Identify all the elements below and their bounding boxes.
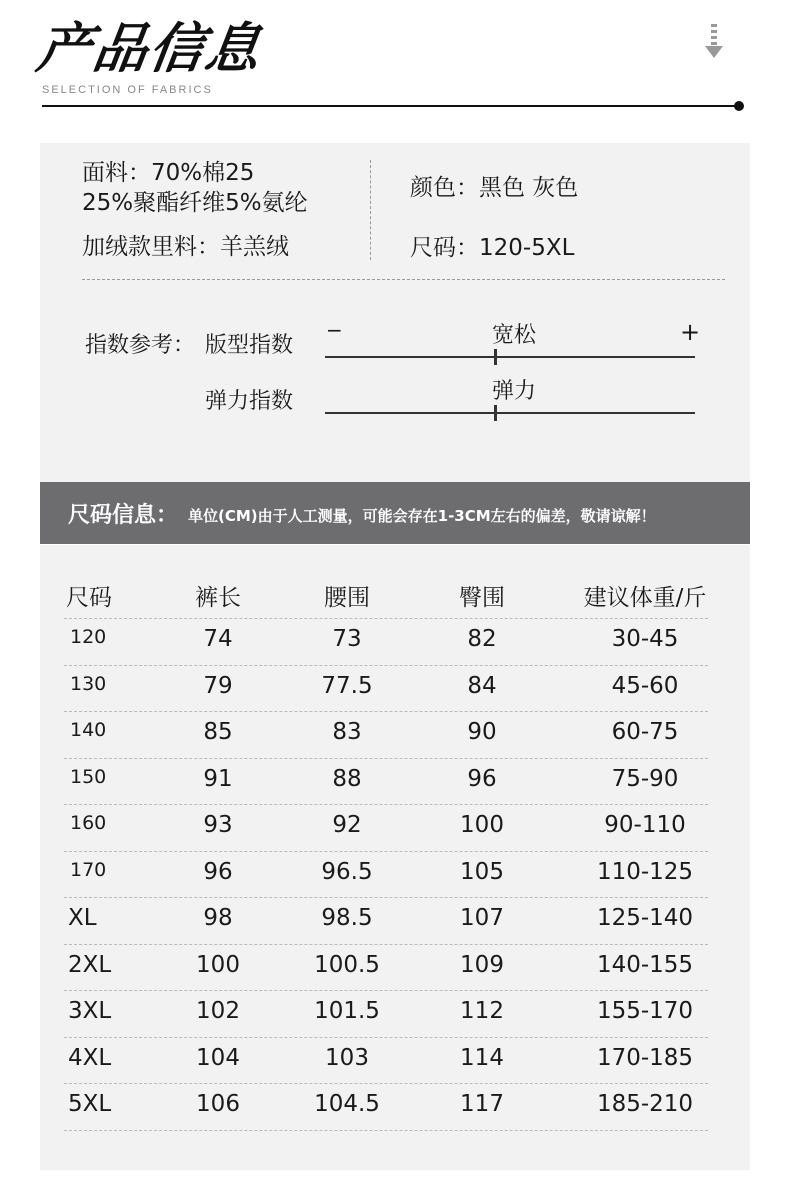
table-row-divider: [64, 1130, 708, 1131]
table-cell-hip: 96: [467, 765, 497, 792]
table-cell-pants-length: 106: [196, 1091, 240, 1117]
table-header-waist: 腰围: [324, 585, 370, 611]
table-row-divider: [64, 990, 708, 991]
table-cell-waist: 92: [332, 812, 362, 838]
scale-minus: −: [326, 318, 343, 342]
fit-scale-marker: [494, 349, 497, 365]
table-row-divider: [64, 665, 708, 666]
table-row-divider: [64, 897, 708, 898]
page-title: 产品信息: [33, 17, 266, 80]
page-subtitle: SELECTION OF FABRICS: [42, 84, 213, 96]
table-row-divider: [64, 944, 708, 945]
table-cell-size: 160: [70, 812, 107, 834]
table-header-pants-length: 裤长: [195, 585, 241, 611]
table-cell-pants-length: 100: [196, 951, 240, 978]
header-divider-dot: [734, 101, 744, 111]
stretch-index-label: 弹力指数: [205, 389, 294, 414]
table-cell-pants-length: 85: [203, 719, 233, 745]
table-cell-size: 130: [70, 672, 107, 695]
table-cell-waist: 88: [332, 765, 362, 792]
table-cell-weight: 75-90: [611, 765, 679, 792]
table-row-divider: [64, 1083, 708, 1084]
fit-scale-label: 宽松: [492, 323, 537, 348]
table-cell-waist: 104.5: [314, 1091, 380, 1117]
table-cell-weight: 30-45: [611, 626, 679, 652]
table-cell-hip: 100: [460, 812, 504, 838]
table-row-divider: [64, 711, 708, 712]
size-info-title: 尺码信息：: [68, 503, 179, 528]
table-cell-size: 5XL: [68, 1091, 112, 1117]
table-cell-size: 3XL: [68, 998, 112, 1024]
table-cell-weight: 155-170: [596, 998, 694, 1024]
table-cell-weight: 125-140: [596, 905, 694, 931]
table-cell-hip: 82: [467, 626, 497, 652]
table-cell-hip: 109: [460, 951, 504, 978]
fit-index-label: 版型指数: [205, 333, 294, 358]
table-row-divider: [64, 758, 708, 759]
table-cell-pants-length: 74: [203, 626, 233, 652]
table-cell-pants-length: 96: [203, 858, 233, 885]
table-cell-hip: 84: [467, 672, 497, 699]
table-cell-hip: 114: [460, 1044, 504, 1071]
table-cell-weight: 60-75: [611, 719, 679, 745]
fit-scale-track: [325, 356, 695, 358]
fabric-horizontal-divider: [82, 279, 725, 280]
size-info-note: 单位(CM)由于人工测量，可能会存在1-3CM左右的偏差，敬请谅解！: [188, 507, 656, 525]
table-cell-size: 140: [70, 719, 107, 741]
table-cell-waist: 83: [332, 719, 362, 745]
table-cell-weight: 140-155: [596, 951, 694, 978]
table-cell-weight: 45-60: [611, 672, 679, 699]
table-cell-pants-length: 93: [203, 812, 233, 838]
table-cell-waist: 77.5: [321, 672, 373, 699]
material-line-2: 25%聚酯纤维5%氨纶: [82, 190, 308, 216]
table-cell-waist: 73: [332, 626, 362, 652]
table-cell-hip: 117: [460, 1091, 504, 1117]
table-cell-pants-length: 91: [203, 765, 233, 792]
table-header-weight: 建议体重/斤: [583, 585, 707, 611]
scroll-down-icon: [703, 24, 725, 60]
index-label: 指数参考：: [85, 333, 196, 358]
table-cell-hip: 112: [460, 998, 504, 1024]
table-header-size: 尺码: [66, 585, 112, 611]
table-cell-pants-length: 79: [203, 672, 233, 699]
table-cell-size: XL: [68, 905, 97, 931]
lining-text: 加绒款里料：羊羔绒: [82, 234, 289, 260]
table-cell-size: 2XL: [68, 951, 112, 978]
color-text: 颜色：黑色 灰色: [410, 175, 579, 201]
material-line-1: 面料：70%棉25: [82, 160, 255, 186]
fabric-vertical-divider: [370, 160, 371, 260]
table-cell-hip: 107: [460, 905, 504, 931]
table-row-divider: [64, 851, 708, 852]
size-range-text: 尺码：120-5XL: [410, 235, 575, 261]
table-cell-hip: 105: [460, 858, 504, 885]
table-cell-pants-length: 104: [196, 1044, 240, 1071]
table-cell-size: 4XL: [68, 1044, 112, 1071]
table-cell-size: 120: [70, 626, 107, 648]
table-cell-weight: 185-210: [596, 1091, 694, 1117]
scale-plus: +: [680, 318, 701, 346]
table-row-divider: [64, 1037, 708, 1038]
stretch-scale-marker: [494, 405, 497, 421]
table-cell-waist: 96.5: [321, 858, 373, 885]
table-cell-pants-length: 98: [203, 905, 233, 931]
stretch-scale-track: [325, 412, 695, 414]
table-cell-weight: 170-185: [596, 1044, 694, 1071]
table-cell-weight: 110-125: [596, 858, 694, 885]
header-divider: [42, 105, 737, 107]
table-cell-hip: 90: [467, 719, 497, 745]
table-row-divider: [64, 804, 708, 805]
table-cell-waist: 103: [325, 1044, 369, 1071]
table-cell-pants-length: 102: [196, 998, 240, 1024]
table-header-hip: 臀围: [459, 585, 505, 611]
table-cell-size: 170: [70, 858, 107, 881]
table-cell-waist: 98.5: [321, 905, 373, 931]
table-cell-weight: 90-110: [604, 812, 686, 838]
table-cell-waist: 100.5: [314, 951, 380, 978]
stretch-scale-label: 弹力: [492, 379, 537, 404]
table-cell-waist: 101.5: [314, 998, 380, 1024]
table-cell-size: 150: [70, 765, 107, 788]
table-row-divider: [64, 618, 708, 619]
